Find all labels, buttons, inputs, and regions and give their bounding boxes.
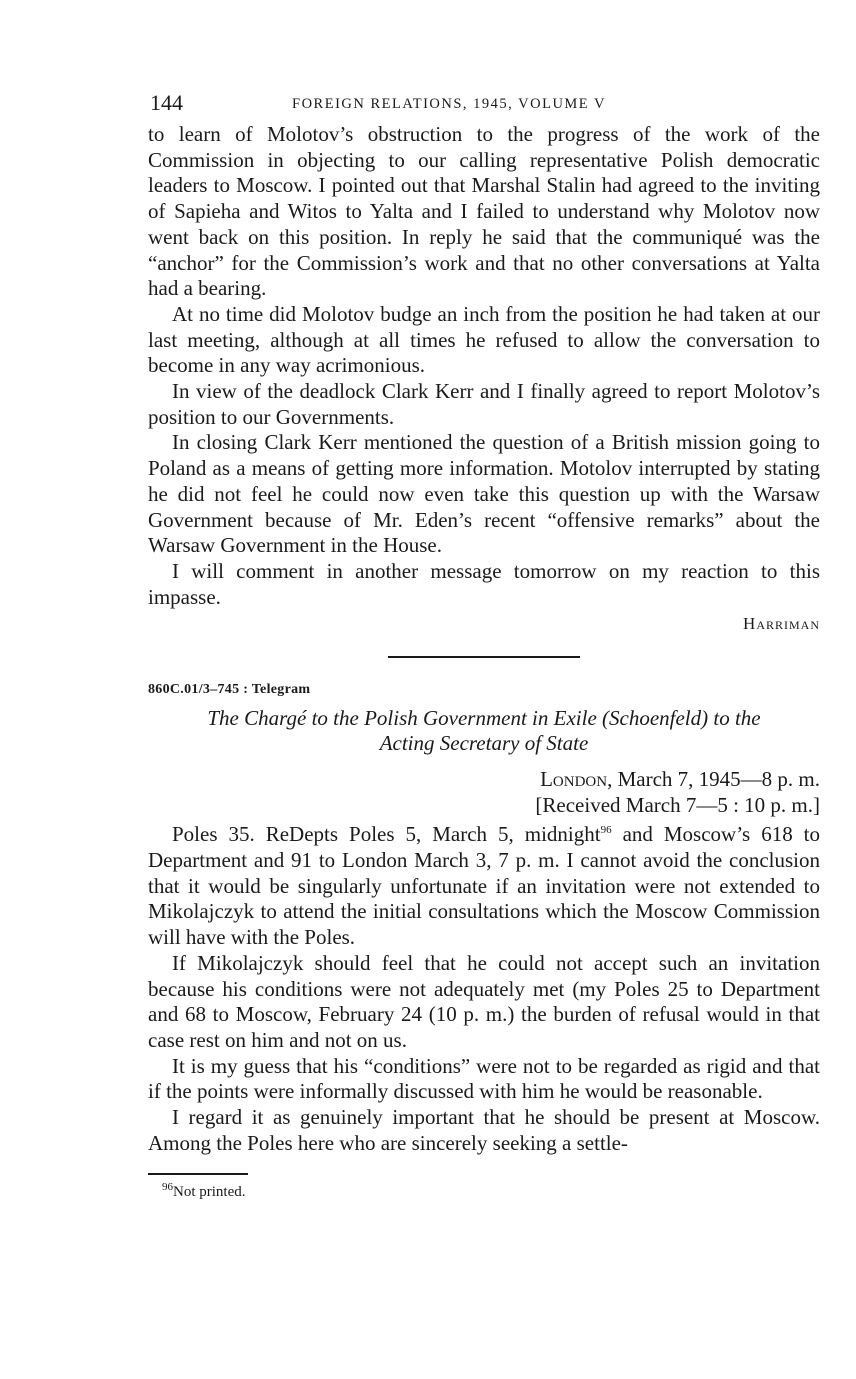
paragraph: I will comment in another message tomorrow on my reaction to this impasse.	[148, 558, 820, 609]
file-id: 860C.01/3–745 : Telegram	[148, 682, 311, 698]
page-header	[148, 88, 820, 122]
footnote-divider	[148, 1173, 248, 1175]
footnote-number: 96	[162, 1180, 173, 1193]
paragraph: I regard it as genuinely important that he should be present at Moscow. Among the Poles here who are sincerely seeking a settle-	[148, 1105, 820, 1155]
section-divider	[388, 656, 580, 658]
document-page	[148, 88, 820, 1201]
paragraph: If Mikolajczyk should feel that he could not accept such an invitation because his conditions were not adequately met (my Poles 25 to Department and 68 to Moscow, February 24 (10 p. m.) the burden of refusal would in that case rest on him and not on us.	[148, 950, 820, 1052]
paragraph: to learn of Molotov’s obstruction to the progress of the work of the Commission in objecting to our calling representative Polish democratic leaders to Moscow. I pointed out that Marshal Stalin had agreed to the inviting of Sapieha and Witos to Yalta and I failed to understand why Molotov now went back on this position. In reply he said that the communiqué was the “anchor” for the Commission’s work and that no other conversations at Yalta had a bearing.	[148, 122, 820, 301]
document-title-line: The Chargé to the Polish Government in Exile (Schoenfeld) to the	[207, 706, 761, 731]
footnote-text: Not printed.	[173, 1183, 246, 1200]
document-title-line: Acting Secretary of State	[379, 731, 589, 756]
dateline-place: London,	[540, 767, 613, 792]
signature: Harriman	[743, 614, 820, 634]
document-title	[148, 706, 820, 756]
dateline-date: March 7, 1945—8 p. m.	[617, 767, 820, 792]
paragraph-text: and Moscow’s 618 to Department and 91 to London March 3, 7 p. m. I cannot avoid the conclusion that it would be singularly unfortunate if an invitation were not extended to Mikolajczyk to attend the initial consultations which the Moscow Commission will have with the Poles.	[148, 822, 821, 950]
running-head: FOREIGN RELATIONS, 1945, VOLUME V	[292, 96, 606, 112]
paragraph: In view of the deadlock Clark Kerr and I finally agreed to report Molotov’s position to our Governments.	[148, 379, 820, 429]
paragraph: It is my guess that his “conditions” were not to be regarded as rigid and that if the points were informally discussed with him he would be reasonable.	[148, 1053, 820, 1104]
dateline-received: [Received March 7—5 : 10 p. m.]	[535, 793, 820, 818]
paragraph: In closing Clark Kerr mentioned the question of a British mission going to Poland as a means of getting more information. Motolov interrupted by stating he did not feel he could now even take this question up with the Warsaw Government because of Mr. Eden’s recent “offensive remarks” about the Warsaw Government in the House.	[148, 430, 820, 558]
paragraph-text: Poles 35. ReDepts Poles 5, March 5, midnight	[172, 822, 601, 847]
footnote	[148, 1181, 820, 1201]
dateline	[148, 766, 820, 818]
dateline-sent	[148, 766, 820, 792]
paragraph	[148, 818, 820, 951]
paragraph: At no time did Molotov budge an inch from the position he had taken at our last meeting, although at all times he refused to allow the conversation to become in any way acrimonious.	[148, 301, 820, 378]
page-number: 144	[150, 90, 183, 115]
footnote-ref: 96	[600, 824, 612, 837]
